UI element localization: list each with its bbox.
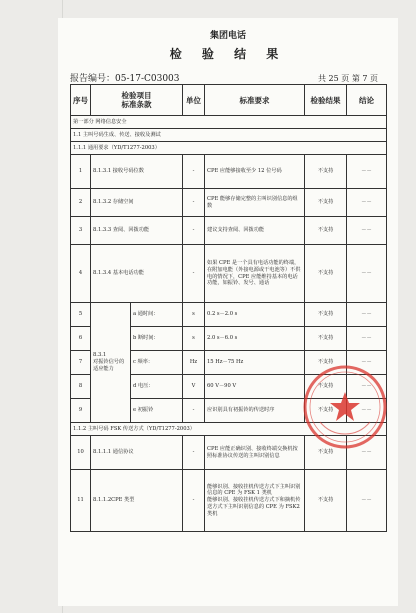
row-item: 8.1.1.2CPE 类型 bbox=[91, 470, 183, 532]
row-item: 8.1.3.1 接收号码位数 bbox=[91, 155, 183, 189]
row-item: 8.1.3.3 查阅、回拨功能 bbox=[91, 217, 183, 245]
row-seq: 1 bbox=[71, 155, 91, 189]
row-item: c 频率： bbox=[131, 351, 183, 375]
row-req: 如果 CPE 是一个具有电话功能的终端，在附加电能（外接电源或干电池等）不供电的情况下，CPE 应能维持基本的电话功能，如振铃、发号、通话 bbox=[205, 245, 305, 303]
row-req: 应识别具有初振铃的传送时序 bbox=[205, 399, 305, 423]
row-conclusion: －－ bbox=[347, 375, 387, 399]
row-item: b 断时间： bbox=[131, 327, 183, 351]
row-unit: - bbox=[183, 155, 205, 189]
header-seq: 序号 bbox=[71, 85, 91, 116]
section-1-1: 1.1 主叫号码生成、传送、接收及测试 bbox=[71, 129, 387, 142]
row-result: 不支持 bbox=[305, 375, 347, 399]
seal-star-icon bbox=[330, 392, 360, 421]
row-req: CPE 应能正确识别、接收终端交换机按照标准协议传送的主叫识别信息 bbox=[205, 436, 305, 470]
row-unit: V bbox=[183, 375, 205, 399]
official-seal-stamp bbox=[300, 362, 390, 452]
row-conclusion: －－ bbox=[347, 217, 387, 245]
table-row bbox=[71, 155, 387, 189]
row-seq: 6 bbox=[71, 327, 91, 351]
row-seq: 7 bbox=[71, 351, 91, 375]
report-number: 报告编号：05-17-C03003 bbox=[70, 74, 180, 84]
row-item: a 通时间： bbox=[131, 303, 183, 327]
row-unit: - bbox=[183, 217, 205, 245]
results-table bbox=[70, 84, 387, 532]
row-unit: Hz bbox=[183, 351, 205, 375]
ringing-group-label: 8.3.1 对振铃信号的适应能力 bbox=[91, 303, 131, 423]
row-unit: s bbox=[183, 303, 205, 327]
page-title: 集团电话 bbox=[209, 31, 246, 41]
row-conclusion: －－ bbox=[347, 327, 387, 351]
row-result: 不支持 bbox=[305, 245, 347, 303]
row-req: CPE 能够存储完整的主叫识别信息的组数 bbox=[205, 189, 305, 217]
section-1-1-1: 1.1.1 通用要求（YD/T1277-2003） bbox=[71, 142, 387, 155]
header-result: 检验结果 bbox=[305, 85, 347, 116]
table-row bbox=[71, 245, 387, 303]
row-req: 建议支持查阅、回拨功能 bbox=[205, 217, 305, 245]
row-conclusion: －－ bbox=[347, 189, 387, 217]
row-conclusion: －－ bbox=[347, 155, 387, 189]
row-req: CPE 应能够接收至少 12 位号码 bbox=[205, 155, 305, 189]
row-result: 不支持 bbox=[305, 470, 347, 532]
section-1-1-2: 1.1.2 主叫号码 FSK 传送方式（YD/T1277-2003） bbox=[71, 423, 387, 436]
report-page bbox=[58, 18, 398, 606]
header-req: 标准要求 bbox=[205, 85, 305, 116]
row-unit: - bbox=[183, 436, 205, 470]
row-result: 不支持 bbox=[305, 217, 347, 245]
row-seq: 9 bbox=[71, 399, 91, 423]
row-unit: - bbox=[183, 189, 205, 217]
row-seq: 4 bbox=[71, 245, 91, 303]
row-item: 8.1.3.2 存储空间 bbox=[91, 189, 183, 217]
header-row bbox=[71, 85, 387, 116]
row-result: 不支持 bbox=[305, 436, 347, 470]
row-conclusion: －－ bbox=[347, 303, 387, 327]
table-row bbox=[71, 303, 387, 327]
row-result: 不支持 bbox=[305, 189, 347, 217]
section-part1: 第一部分 网络信息安全 bbox=[71, 116, 387, 129]
row-req: 能够识别、接收挂机传送方式下主叫识别信息的 CPE 为 FSK 1 类机 能够识别、接收挂机传送方式下和摘机传送方式下主叫识别信息的 CPE 为 FSK2 类机 bbox=[205, 470, 305, 532]
table-row bbox=[71, 189, 387, 217]
header-unit: 单位 bbox=[183, 85, 205, 116]
row-req: 0.2 s－2.0 s bbox=[205, 303, 305, 327]
row-seq: 10 bbox=[71, 436, 91, 470]
row-seq: 11 bbox=[71, 470, 91, 532]
row-result: 不支持 bbox=[305, 399, 347, 423]
row-unit: - bbox=[183, 245, 205, 303]
row-conclusion: －－ bbox=[347, 470, 387, 532]
row-conclusion: －－ bbox=[347, 351, 387, 375]
row-req: 2.0 s－6.0 s bbox=[205, 327, 305, 351]
row-unit: - bbox=[183, 470, 205, 532]
header-conclusion: 结论 bbox=[347, 85, 387, 116]
row-seq: 2 bbox=[71, 189, 91, 217]
header-item: 检验项目 标准条款 bbox=[91, 85, 183, 116]
doc-title: 检 验 结 果 bbox=[169, 47, 287, 61]
row-result: 不支持 bbox=[305, 155, 347, 189]
row-seq: 8 bbox=[71, 375, 91, 399]
row-item: e 初振铃 bbox=[131, 399, 183, 423]
row-conclusion: －－ bbox=[347, 436, 387, 470]
table-row bbox=[71, 217, 387, 245]
row-result: 不支持 bbox=[305, 351, 347, 375]
row-unit: s bbox=[183, 327, 205, 351]
row-conclusion: －－ bbox=[347, 245, 387, 303]
row-item: 8.1.3.4 基本电话功能 bbox=[91, 245, 183, 303]
row-item: 8.1.1.1 通信协议 bbox=[91, 436, 183, 470]
row-req: 60 V－90 V bbox=[205, 375, 305, 399]
row-unit: - bbox=[183, 399, 205, 423]
row-conclusion: －－ bbox=[347, 399, 387, 423]
page-info: 共 25 页 第 7 页 bbox=[318, 74, 378, 83]
row-req: 15 Hz－75 Hz bbox=[205, 351, 305, 375]
row-seq: 3 bbox=[71, 217, 91, 245]
row-result: 不支持 bbox=[305, 303, 347, 327]
row-seq: 5 bbox=[71, 303, 91, 327]
row-result: 不支持 bbox=[305, 327, 347, 351]
table-row bbox=[71, 470, 387, 532]
row-item: d 电压： bbox=[131, 375, 183, 399]
